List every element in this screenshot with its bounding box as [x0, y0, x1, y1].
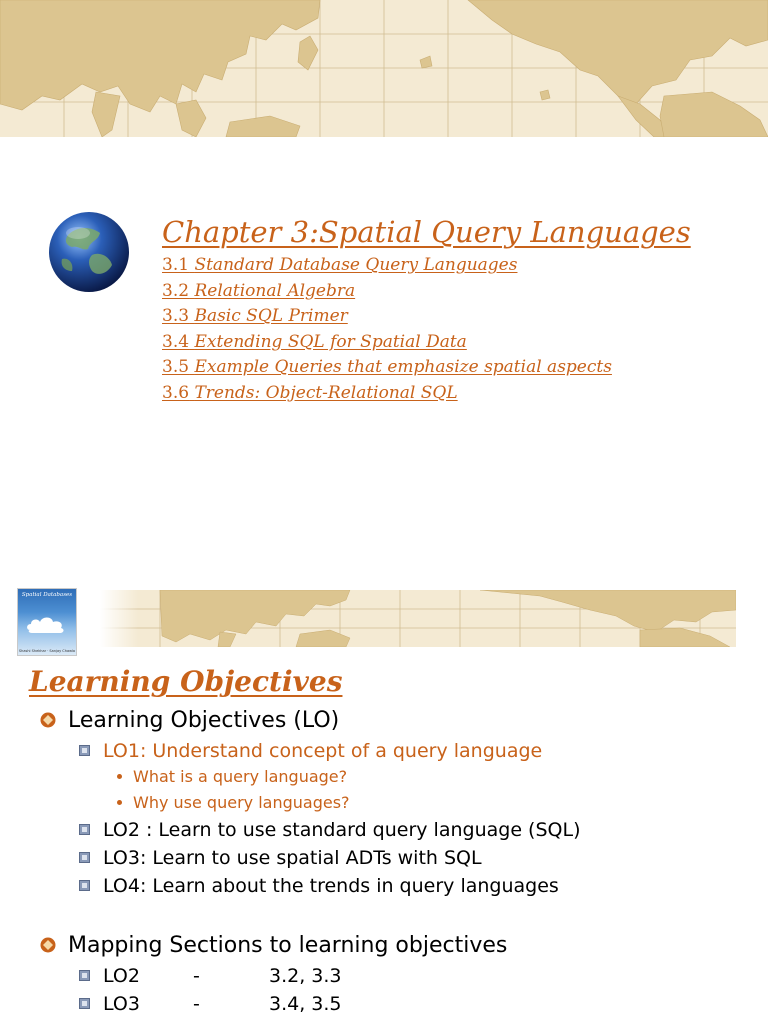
list-item — [162, 330, 612, 356]
square-bullet-icon — [79, 852, 90, 863]
mapping-dash: - — [193, 993, 200, 1015]
lo1-sub-text: Why use query languages? — [133, 793, 350, 812]
section-link-3-3[interactable] — [162, 306, 348, 326]
world-map-strip — [100, 590, 736, 647]
section-title: Standard Database Query Languages — [194, 255, 518, 275]
list-item — [162, 279, 612, 305]
square-bullet-icon — [79, 880, 90, 891]
section-title: Example Queries that emphasize spatial aspects — [194, 357, 612, 377]
book-authors: Shashi Shekhar · Sanjay Chawla — [18, 649, 76, 653]
square-bullet-icon — [79, 745, 90, 756]
lo1-text: LO1: Understand concept of a query language — [103, 740, 543, 762]
section-link-3-1[interactable] — [162, 255, 517, 275]
section-number: 3.4 — [162, 331, 190, 352]
learning-objectives-heading: Learning Objectives — [29, 665, 343, 698]
list-item — [162, 381, 612, 407]
section-link-3-6[interactable] — [162, 383, 458, 403]
section-number: 3.5 — [162, 357, 190, 377]
section-number: 3.2 — [162, 280, 190, 301]
list-item — [162, 355, 612, 381]
lo-item-text: LO3: Learn to use spatial ADTs with SQL — [103, 847, 482, 869]
lo1-sub-text: What is a query language? — [133, 767, 348, 786]
list-item — [162, 253, 612, 279]
section-title: Relational Algebra — [194, 280, 356, 301]
section-number: 3.6 — [162, 382, 190, 403]
mapping-bullet-text: Mapping Sections to learning objectives — [68, 933, 508, 958]
mapping-lo: LO3 — [103, 993, 140, 1015]
section-number: 3.1 — [162, 255, 190, 275]
section-title: Trends: Object-Relational SQL — [194, 382, 458, 403]
world-map-banner — [0, 0, 768, 137]
lo-item-text: LO2 : Learn to use standard query language (SQL) — [103, 819, 581, 841]
bullet-dot-icon — [117, 774, 122, 779]
list-item — [79, 872, 559, 900]
square-bullet-icon — [79, 998, 90, 1009]
cloud-icon — [26, 614, 66, 634]
square-bullet-icon — [79, 824, 90, 835]
section-link-3-2[interactable] — [162, 281, 355, 301]
section-link-3-5[interactable] — [162, 357, 612, 377]
section-number: 3.3 — [162, 306, 190, 326]
mapping-dash: - — [193, 965, 200, 987]
bullet-dot-icon — [117, 800, 122, 805]
lo-bullet-text: Learning Objectives (LO) — [68, 708, 340, 733]
mapping-sections: 3.2, 3.3 — [269, 965, 342, 987]
list-item — [40, 706, 339, 736]
book-cover-image — [17, 588, 77, 656]
globe-icon — [48, 211, 130, 293]
mapping-sections: 3.4, 3.5 — [269, 993, 342, 1015]
section-link-3-4[interactable] — [162, 332, 467, 352]
section-title: Extending SQL for Spatial Data — [194, 331, 467, 352]
table-row — [79, 990, 342, 1018]
list-item — [117, 791, 350, 815]
list-item — [79, 816, 581, 844]
list-item — [117, 765, 347, 789]
list-item — [79, 737, 542, 765]
book-title: Spatial Databases — [21, 592, 73, 598]
section-title: Basic SQL Primer — [194, 306, 348, 326]
diamond-bullet-icon — [40, 712, 56, 728]
square-bullet-icon — [79, 970, 90, 981]
mapping-lo: LO2 — [103, 965, 140, 987]
table-row — [79, 962, 342, 990]
list-item — [79, 844, 482, 872]
list-item — [162, 304, 612, 330]
diamond-bullet-icon — [40, 937, 56, 953]
lo-item-text: LO4: Learn about the trends in query languages — [103, 875, 559, 897]
chapter-title: Chapter 3:Spatial Query Languages — [162, 215, 691, 249]
section-link-list — [162, 253, 612, 406]
list-item — [40, 931, 507, 961]
